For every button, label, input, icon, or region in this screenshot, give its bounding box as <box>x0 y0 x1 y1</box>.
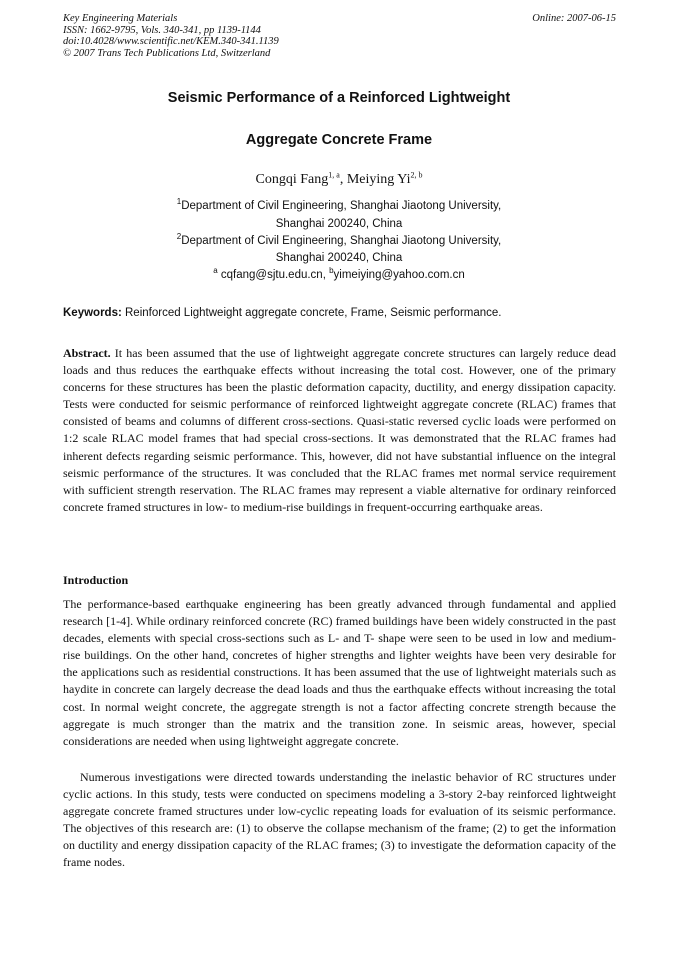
introduction-paragraph-1: The performance-based earthquake engineering has been greatly advanced through fundamental and applied research [1-4]. While ordinary reinforced concrete (RC) framed buildings have been widely constructed in the past decades, elements with special cross-sections such as L- and T- shape were seen to be used in low and medium-rise buildings. On the other hand, concretes of higher strengths and lighter weights have been very desirable for the applications such as residential constructions. It has been assumed that the use of lightweight materials such as haydite in concrete can largely decrease the dead loads and thus the earthquake effects without increasing the total cost. In normal weight concrete, the aggregate strength is not a factor affecting concrete strength because the aggregate is much stronger than the matrix and the transition zone. In seismic areas, however, special considerations are needed when using lightweight aggregate concrete. <box>63 597 616 748</box>
email-a: cqfang@sjtu.edu.cn, <box>217 269 330 281</box>
author-separator: , <box>339 172 347 187</box>
keywords <box>63 307 616 319</box>
affiliation-superscript: 2 <box>176 232 182 242</box>
abstract-paragraph <box>63 345 616 516</box>
affiliation-2-line-2: Shanghai 200240, China <box>275 252 403 264</box>
journal-header <box>63 13 616 59</box>
affiliation-text: Department of Civil Engineering, Shanghai Jiaotong University, <box>181 235 502 247</box>
copyright-line: © 2007 Trans Tech Publications Ltd, Switzerland <box>63 47 271 59</box>
doi-line: doi:10.4028/www.scientific.net/KEM.340-341.1139 <box>63 36 279 47</box>
affiliation-superscript: 1 <box>176 197 182 207</box>
abstract-label: Abstract. <box>63 346 111 360</box>
issn-line: ISSN: 1662-9795, Vols. 340-341, pp 1139-1144 <box>63 24 261 36</box>
author-name: Congqi Fang <box>255 172 329 187</box>
author-list <box>0 172 678 188</box>
paper-title-line-2: Aggregate Concrete Frame <box>245 132 433 148</box>
author-superscript: 2, b <box>410 170 423 180</box>
abstract-text: It has been assumed that the use of lightweight aggregate concrete structures can largely reduce dead loads and thus reduces the earthquake effects without increasing the total cost. However, one of the primary concerns for these structures has been the plastic deformation capacity, ductility, and energy dissipation capacity. Tests were conducted for seismic performance of reinforced lightweight aggregate concrete (RLAC) frames that consisted of beams and columns of different cross-sections. Quasi-static reversed cyclic loads were performed on 1:2 scale RLAC model frames that had special cross-sections. It was demonstrated that the RLAC frames had inherent defects regarding seismic performance. This, however, did not have substantial influence on the integral seismic performance of the structures. It was concluded that the RLAC frames met normal service requirement with sufficient strength reservation. The RLAC frames may represent a viable alternative for ordinary reinforced concrete framed structures in low- to medium-rise buildings in frequent-occurring earthquake areas. <box>63 346 616 514</box>
email-line <box>0 266 678 281</box>
affiliation-text: Department of Civil Engineering, Shanghai Jiaotong University, <box>181 200 502 212</box>
email-b: yimeiying@yahoo.com.cn <box>333 269 465 281</box>
online-date: Online: 2007-06-15 <box>532 13 616 24</box>
journal-name: Key Engineering Materials <box>63 13 178 24</box>
paper-title-line-1: Seismic Performance of a Reinforced Lightweight <box>167 90 511 106</box>
introduction-paragraph-2: Numerous investigations were directed towards understanding the inelastic behavior of RC structures under cyclic actions. In this study, tests were conducted on specimens modeling a 3-story 2-bay reinforced lightweight aggregate concrete framed structures under low-cyclic repeating loads for evaluation of its seismic performance. The objectives of this research are: (1) to observe the collapse mechanism of the frame; (2) to get the information on ductility and energy dissipation capacity of the RLAC frames; (3) to investigate the deformation capacity of the frame nodes. <box>63 770 616 870</box>
author-superscript: 1, a <box>328 170 340 180</box>
author-name: Meiying Yi <box>346 172 411 187</box>
keywords-text: Reinforced Lightweight aggregate concrete, Frame, Seismic performance. <box>121 307 502 319</box>
section-heading-introduction: Introduction <box>63 573 129 587</box>
keywords-label: Keywords: <box>63 307 122 319</box>
affiliation-1-line-1 <box>0 197 678 212</box>
affiliation-2-line-1 <box>0 232 678 247</box>
affiliation-1-line-2: Shanghai 200240, China <box>275 218 403 230</box>
email-superscript: a <box>213 266 218 276</box>
email-superscript: b <box>329 266 334 276</box>
